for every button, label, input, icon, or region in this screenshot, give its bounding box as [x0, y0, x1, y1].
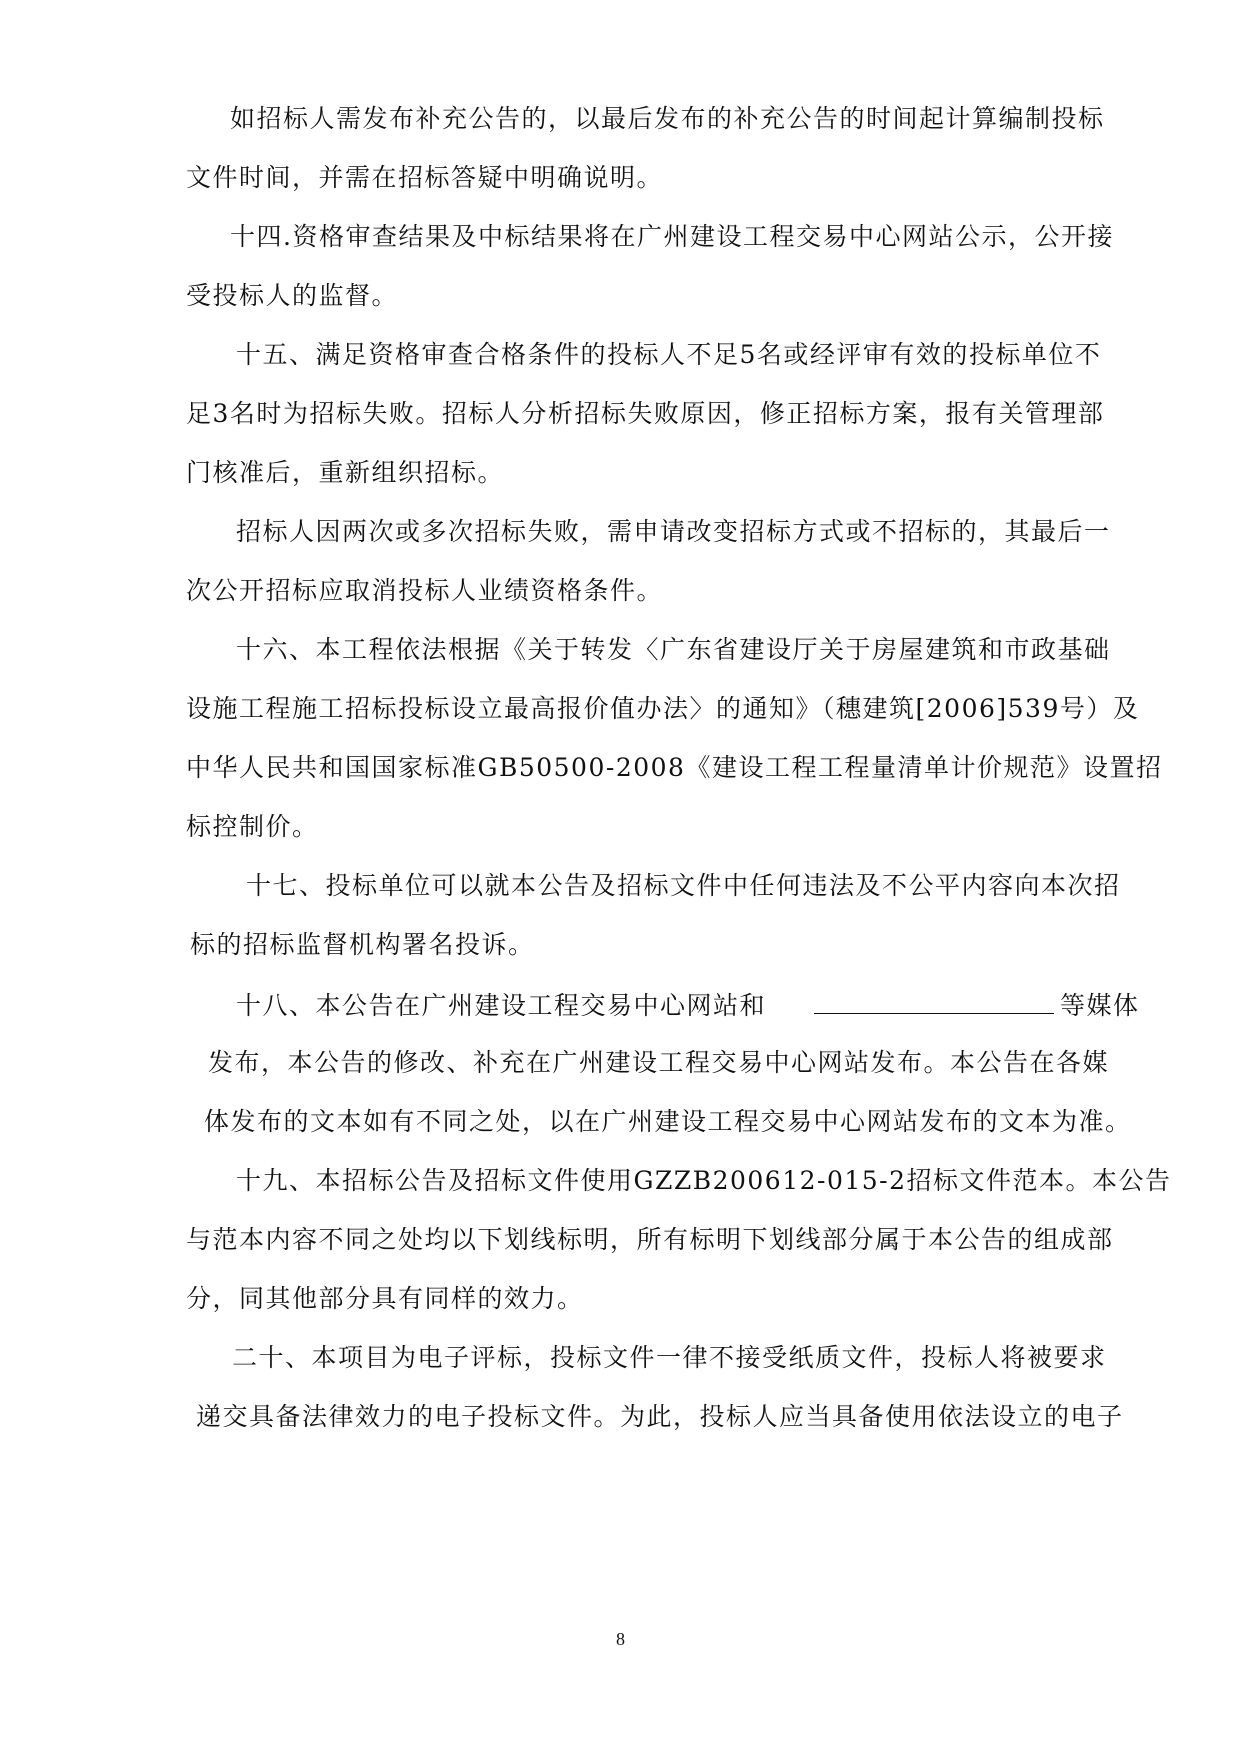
paragraph-line: 十四.资格审查结果及中标结果将在广州建设工程交易中心网站公示，公开接: [230, 222, 1114, 251]
paragraph-line: 十六、本工程依法根据《关于转发〈广东省建设厅关于房屋建筑和市政基础: [236, 635, 1111, 664]
paragraph-line: 标控制价。: [186, 812, 319, 841]
paragraph-line: 十九、本招标公告及招标文件使用GZZB200612-015-2招标文件范本。本公告: [236, 1166, 1172, 1195]
paragraph-text: 十八、本公告在广州建设工程交易中心网站和: [236, 991, 767, 1020]
page-number: 8: [616, 1629, 625, 1649]
paragraph-line: 如招标人需发布补充公告的，以最后发布的补充公告的时间起计算编制投标: [230, 104, 1105, 133]
paragraph-line: 二十、本项目为电子评标，投标文件一律不接受纸质文件，投标人将被要求: [232, 1343, 1107, 1372]
paragraph-line: [236, 987, 1140, 1023]
paragraph-line: 次公开招标应取消投标人业绩资格条件。: [186, 576, 664, 605]
paragraph-line: 递交具备法律效力的电子投标文件。为此，投标人应当具备使用依法设立的电子: [196, 1402, 1124, 1431]
paragraph-line: 发布，本公告的修改、补充在广州建设工程交易中心网站发布。本公告在各媒: [208, 1048, 1110, 1077]
paragraph-line: 门核准后，重新组织招标。: [186, 458, 505, 487]
paragraph-line: 标的招标监督机构署名投诉。: [190, 930, 535, 959]
paragraph-line: 体发布的文本如有不同之处，以在广州建设工程交易中心网站发布的文本为准。: [204, 1107, 1132, 1136]
paragraph-line: 足3名时为招标失败。招标人分析招标失败原因，修正招标方案，报有关管理部: [186, 399, 1105, 428]
paragraph-text: 等媒体: [1060, 991, 1140, 1020]
paragraph-line: 设施工程施工招标投标设立最高报价值办法〉的通知》（穗建筑[2006]539号）及: [186, 694, 1140, 723]
underline-blank: [814, 987, 1054, 1014]
paragraph-line: 分，同其他部分具有同样的效力。: [186, 1284, 584, 1313]
paragraph-line: 十七、投标单位可以就本公告及招标文件中任何违法及不公平内容向本次招: [246, 871, 1121, 900]
paragraph-line: 招标人因两次或多次招标失败，需申请改变招标方式或不招标的，其最后一: [236, 517, 1111, 546]
paragraph-line: 与范本内容不同之处均以下划线标明，所有标明下划线部分属于本公告的组成部: [186, 1225, 1114, 1254]
paragraph-line: 文件时间，并需在招标答疑中明确说明。: [186, 163, 664, 192]
paragraph-line: 十五、满足资格审查合格条件的投标人不足5名或经评审有效的投标单位不: [236, 340, 1102, 369]
paragraph-line: 中华人民共和国国家标准GB50500-2008《建设工程工程量清单计价规范》设置招: [186, 753, 1163, 782]
paragraph-line: 受投标人的监督。: [186, 281, 399, 310]
